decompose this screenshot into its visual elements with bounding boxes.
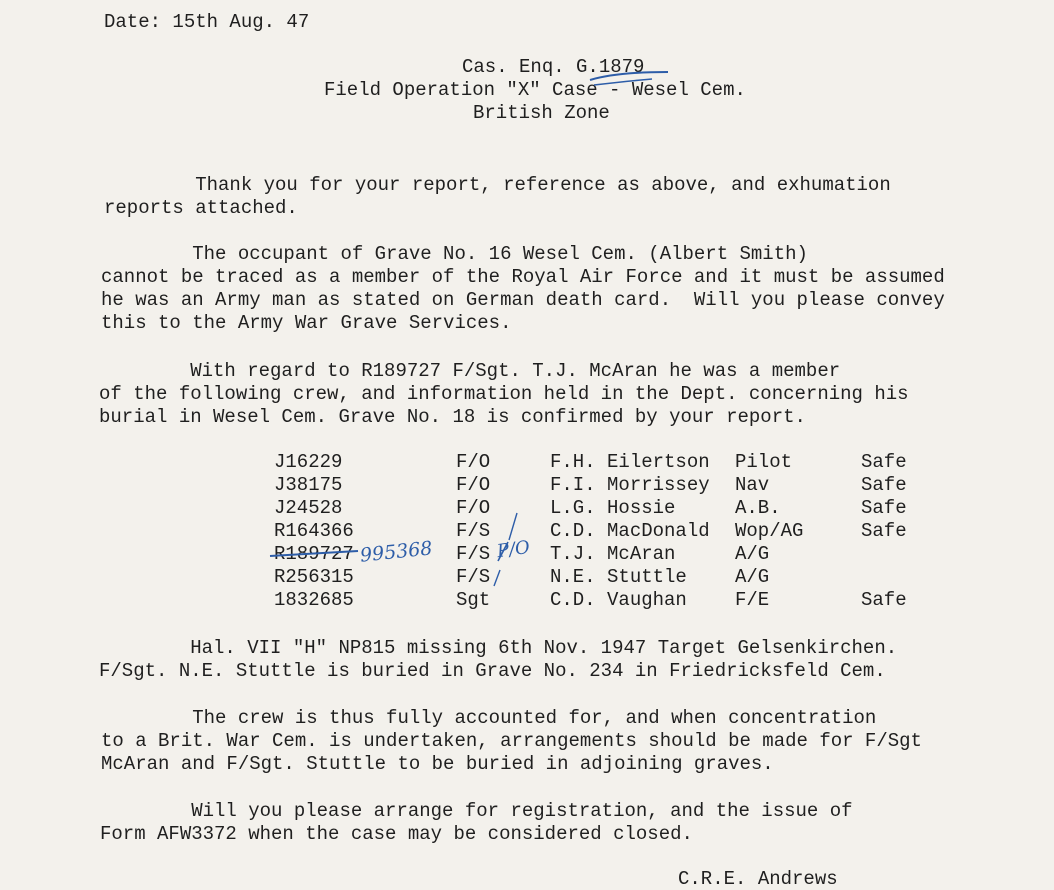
- paragraph-crew-intro: With regard to R189727 F/Sgt. T.J. McAran he was a member of the following crew, and information held in the Dept. concerning his burial in Wesel Cem. Grave No. 18 is confirmed by your report.: [99, 360, 909, 428]
- paragraph-aircraft: Hal. VII "H" NP815 missing 6th Nov. 1947 Target Gelsenkirchen. F/Sgt. N.E. Stuttle is buried in Grave No. 234 in Friedricksfeld Cem.: [99, 637, 898, 682]
- service-number: R256315: [274, 566, 354, 588]
- paragraph-thanks: Thank you for your report, reference as above, and exhumation reports attached.: [104, 174, 891, 219]
- crew-rank: F/O: [456, 474, 491, 496]
- paragraph-grave-16: The occupant of Grave No. 16 Wesel Cem. (Albert Smith) cannot be traced as a member of the Royal Air Force and it must be assumed he was an Army man as stated on German death card. Will you please convey this to the Army War Grave Services.: [101, 243, 945, 334]
- service-number: J38175: [274, 474, 343, 496]
- service-number: R189727: [274, 543, 354, 565]
- crew-role: A/G: [735, 566, 770, 588]
- crew-rank: F/O: [456, 497, 491, 519]
- crew-name: C.D. Vaughan: [550, 589, 687, 611]
- crew-role: Pilot: [735, 451, 793, 473]
- crew-name: L.G. Hossie: [550, 497, 676, 519]
- zone-title: British Zone: [473, 102, 610, 124]
- crew-status: Safe: [861, 474, 907, 496]
- crew-rank: F/S: [456, 543, 491, 565]
- crew-name: C.D. MacDonald: [550, 520, 710, 542]
- letter-date: Date: 15th Aug. 47: [104, 11, 310, 33]
- crew-role: Nav: [735, 474, 770, 496]
- service-number: 1832685: [274, 589, 354, 611]
- signature-name: C.R.E. Andrews: [678, 868, 838, 890]
- crew-role: A.B.: [735, 497, 781, 519]
- service-number: J24528: [274, 497, 343, 519]
- handwritten-rank: P/O: [495, 536, 532, 563]
- crew-role: A/G: [735, 543, 770, 565]
- case-reference: Cas. Enq. G.1879: [462, 56, 645, 78]
- crew-status: Safe: [861, 520, 907, 542]
- crew-role: Wop/AG: [735, 520, 804, 542]
- handwritten-service-number: 995368: [358, 537, 434, 567]
- crew-name: N.E. Stuttle: [550, 566, 687, 588]
- paragraph-registration: Will you please arrange for registration, and the issue of Form AFW3372 when the case may be considered closed.: [100, 800, 853, 845]
- crew-status: Safe: [861, 589, 907, 611]
- operation-title: Field Operation "X" Case - Wesel Cem.: [324, 79, 746, 101]
- paragraph-accounted: The crew is thus fully accounted for, and when concentration to a Brit. War Cem. is undertaken, arrangements should be made for F/Sgt McAran and F/Sgt. Stuttle to be buried in adjoining graves.: [101, 707, 922, 775]
- service-number: J16229: [274, 451, 343, 473]
- crew-rank: F/O: [456, 451, 491, 473]
- crew-status: Safe: [861, 451, 907, 473]
- crew-rank: Sgt: [456, 589, 491, 611]
- crew-name: F.I. Morrissey: [550, 474, 710, 496]
- crew-name: F.H. Eilertson: [550, 451, 710, 473]
- crew-rank: F/S: [456, 566, 491, 588]
- crew-name: T.J. McAran: [550, 543, 676, 565]
- service-number: R164366: [274, 520, 354, 542]
- crew-status: Safe: [861, 497, 907, 519]
- crew-role: F/E: [735, 589, 770, 611]
- crew-rank: F/S: [456, 520, 491, 542]
